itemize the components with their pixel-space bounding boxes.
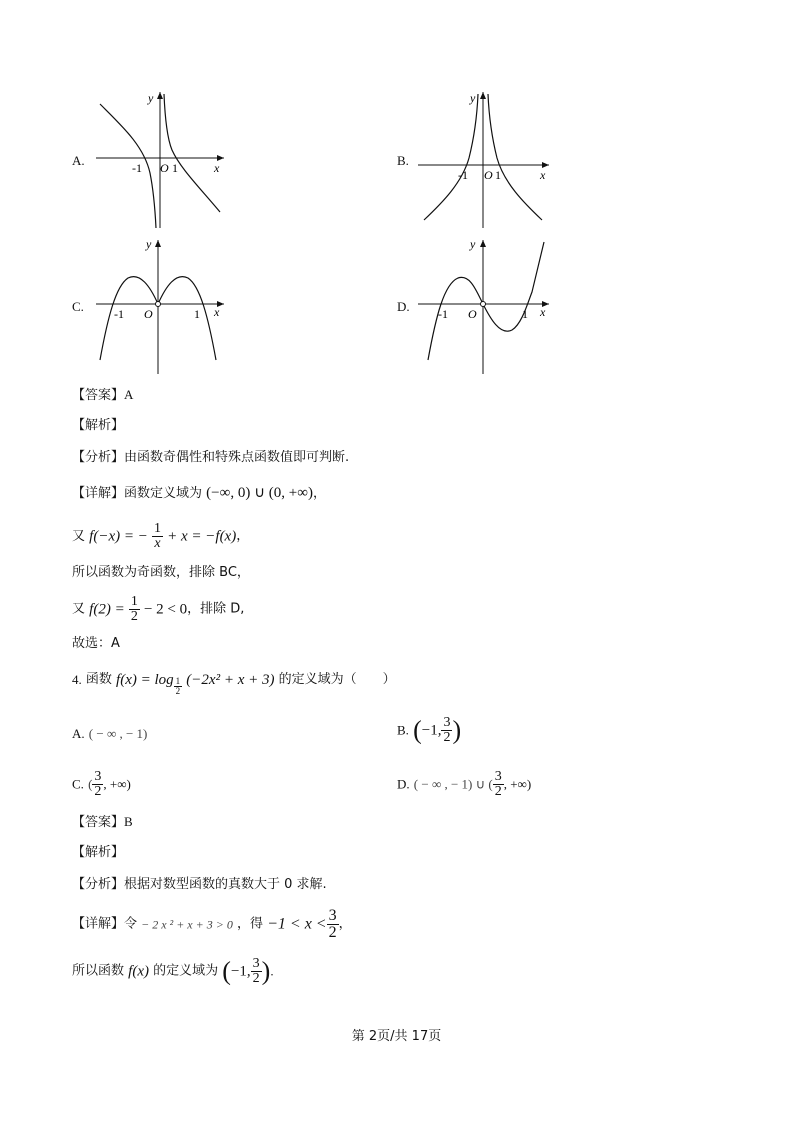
option-a-y-label: y: [148, 91, 154, 105]
option-a-origin: O: [160, 161, 169, 175]
option-b-graph: [414, 88, 552, 230]
q4-final: 所以函数 f(x) 的定义域为 (−1, $\frac{3}{2}$ ).: [72, 956, 274, 986]
curve-b-right: [488, 94, 542, 220]
option-a-label: A.: [72, 153, 85, 168]
page-footer: 第 2页/共 17页: [351, 1029, 442, 1044]
option-d-y-label: y: [470, 237, 476, 251]
q4-fenxi: 【分析】根据对数型函数的真数大于 0 求解.: [72, 877, 327, 892]
option-b-tick-1: 1: [495, 168, 501, 182]
q4-answer: 【答案】B: [72, 814, 133, 830]
option-c-tick-1: 1: [194, 307, 200, 321]
option-b-origin: O: [484, 168, 493, 182]
q3-select: 故选：A: [72, 636, 120, 651]
curve-a-right: [164, 94, 220, 212]
frac-1-over-2: $\frac{1}{2}$: [130, 594, 138, 624]
frac-1-over-x: $\frac{1}{x}$: [153, 521, 161, 551]
q3-detail: 【详解】函数定义域为 (−∞, 0) ∪ (0, +∞)，: [72, 485, 326, 501]
q4-stem: 4. 函数 f(x) = log $\frac{1}{2}$ (−2x² + x + 3) 的定义域为（ ）: [72, 672, 396, 696]
option-c-x-label: x: [214, 305, 220, 319]
q4-detail: 【详解】令 − 2 x ² + x + 3 > 0 ，得 −1 < x < $\frac{3}{2}$ ，: [72, 907, 352, 941]
q3-fenxi: 【分析】由函数奇偶性和特殊点函数值即可判断.: [72, 450, 350, 465]
option-d-tick-neg1: -1: [438, 307, 448, 321]
option-d-origin: O: [468, 307, 477, 321]
option-a-graph: [92, 88, 227, 230]
log-base-half: $\frac{1}{2}$: [175, 675, 181, 696]
option-b-tick-neg1: -1: [458, 168, 468, 182]
option-c-label: C.: [72, 299, 84, 314]
option-d-x-label: x: [540, 305, 546, 319]
q4-analysis-tag: 【解析】: [72, 845, 125, 860]
q4-option-b[interactable]: B. (−1, $\frac{3}{2}$ ): [397, 715, 462, 745]
q3-analysis-tag: 【解析】: [72, 418, 125, 433]
option-c-origin: O: [144, 307, 153, 321]
q3-odd-check: 又 f(−x) = − $\frac{1}{x}$ + x = −f(x)，: [72, 521, 250, 551]
curve-b-left: [424, 94, 478, 220]
curve-d: [428, 242, 544, 360]
q4-option-a[interactable]: A. ( − ∞ , − 1): [72, 726, 148, 741]
q4-option-c[interactable]: C. ( $\frac{3}{2}$ , +∞): [72, 769, 131, 799]
option-d-tick-1: 1: [522, 307, 528, 321]
q3-f2-check: 又 f(2) = $\frac{1}{2}$ − 2 < 0，排除 D,: [72, 594, 245, 624]
q3-odd-line: 所以函数为奇函数，排除 BC，: [72, 565, 250, 580]
option-a-x-label: x: [214, 161, 220, 175]
q4-option-d[interactable]: D. ( − ∞ , − 1) ∪ ( $\frac{3}{2}$ , +∞): [397, 769, 532, 799]
q3-domain-expr: (−∞, 0) ∪ (0, +∞): [206, 485, 313, 501]
option-d-label: D.: [397, 299, 410, 314]
option-c-graph: [92, 236, 227, 376]
option-a-tick-neg1: -1: [132, 161, 142, 175]
option-c-tick-neg1: -1: [114, 307, 124, 321]
option-d-graph: [414, 236, 552, 376]
option-b-label: B.: [397, 153, 409, 168]
option-c-y-label: y: [146, 237, 152, 251]
q3-answer: 【答案】A: [72, 387, 134, 403]
curve-a-left: [100, 104, 156, 228]
option-b-x-label: x: [540, 168, 546, 182]
option-a-tick-1: 1: [172, 161, 178, 175]
option-b-y-label: y: [470, 91, 476, 105]
